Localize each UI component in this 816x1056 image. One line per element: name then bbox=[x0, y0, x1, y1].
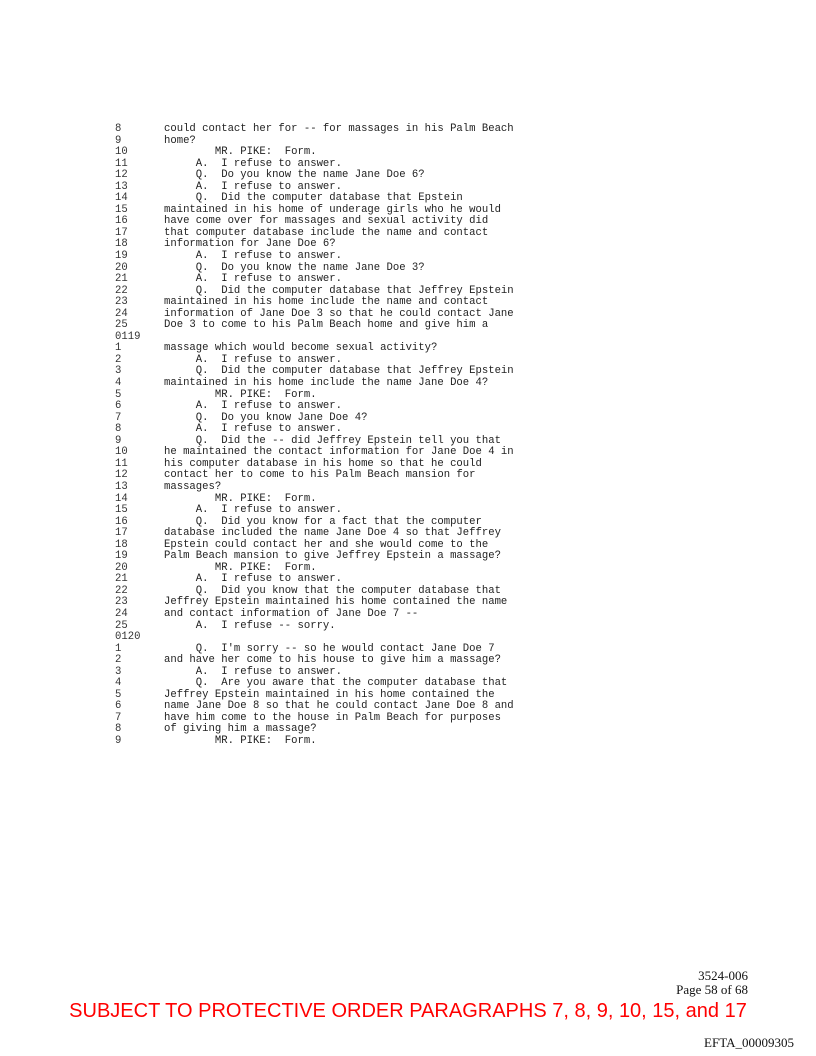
line-number: 11 bbox=[115, 157, 128, 170]
line-text: MR. PIKE: Form. bbox=[164, 146, 317, 159]
transcript-line bbox=[0, 609, 816, 621]
line-text: massage which would become sexual activity? bbox=[164, 342, 438, 355]
line-text: Q. Do you know the name Jane Doe 3? bbox=[164, 261, 425, 274]
line-number: 8 bbox=[115, 723, 122, 736]
line-number: 9 bbox=[115, 434, 122, 447]
line-text: A. I refuse to answer. bbox=[164, 504, 343, 517]
line-text: information for Jane Doe 6? bbox=[164, 238, 336, 251]
transcript-line bbox=[0, 724, 816, 736]
line-number: 0119 bbox=[115, 330, 141, 343]
line-text: Palm Beach mansion to give Jeffrey Epstein a massage? bbox=[164, 550, 501, 563]
line-text: Doe 3 to come to his Palm Beach home and give him a bbox=[164, 319, 489, 332]
transcript-line bbox=[0, 147, 816, 159]
line-text: A. I refuse -- sorry. bbox=[164, 619, 336, 632]
protective-order-notice: SUBJECT TO PROTECTIVE ORDER PARAGRAPHS 7, 8, 9, 10, 15, and 17 bbox=[69, 1000, 747, 1022]
page-number-block bbox=[676, 969, 748, 997]
line-text bbox=[164, 632, 816, 644]
line-number: 19 bbox=[115, 550, 128, 563]
line-number: 17 bbox=[115, 527, 128, 540]
transcript-line bbox=[0, 343, 816, 355]
line-text: information of Jane Doe 3 so that he could contact Jane bbox=[164, 307, 514, 320]
line-number: 4 bbox=[115, 677, 122, 690]
transcript-line bbox=[0, 378, 816, 390]
line-number: 10 bbox=[115, 146, 128, 159]
line-number: 15 bbox=[115, 504, 128, 517]
line-number: 7 bbox=[115, 411, 122, 424]
page-marker-line bbox=[0, 632, 816, 644]
line-text: A. I refuse to answer. bbox=[164, 665, 343, 678]
transcript-line bbox=[0, 713, 816, 725]
transcript-line bbox=[0, 736, 816, 748]
transcript-line bbox=[0, 251, 816, 263]
line-number: 9 bbox=[115, 734, 122, 747]
transcript-line bbox=[0, 274, 816, 286]
line-text: and have her come to his house to give him a massage? bbox=[164, 654, 501, 667]
line-number: 20 bbox=[115, 561, 128, 574]
line-number: 9 bbox=[115, 134, 122, 147]
line-text: Q. Did the computer database that Jeffrey Epstein bbox=[164, 365, 514, 378]
line-text: that computer database include the name and contact bbox=[164, 226, 489, 239]
transcript-line bbox=[0, 528, 816, 540]
line-text: database included the name Jane Doe 4 so that Jeffrey bbox=[164, 527, 501, 540]
line-number: 14 bbox=[115, 492, 128, 505]
line-number: 2 bbox=[115, 353, 122, 366]
line-text: Epstein could contact her and she would come to the bbox=[164, 538, 489, 551]
line-text: Q. Do you know the name Jane Doe 6? bbox=[164, 169, 425, 182]
line-text: Q. Did the -- did Jeffrey Epstein tell you that bbox=[164, 434, 501, 447]
line-number: 16 bbox=[115, 515, 128, 528]
line-number: 6 bbox=[115, 400, 122, 413]
line-number: 12 bbox=[115, 469, 128, 482]
transcript-line bbox=[0, 413, 816, 425]
line-number: 21 bbox=[115, 273, 128, 286]
line-text: MR. PIKE: Form. bbox=[164, 492, 317, 505]
line-text: A. I refuse to answer. bbox=[164, 250, 343, 263]
line-text: A. I refuse to answer. bbox=[164, 180, 343, 193]
line-text: home? bbox=[164, 134, 196, 147]
line-text: MR. PIKE: Form. bbox=[164, 388, 317, 401]
transcript-body bbox=[0, 124, 816, 748]
line-number: 8 bbox=[115, 423, 122, 436]
line-number: 16 bbox=[115, 215, 128, 228]
transcript-line bbox=[0, 170, 816, 182]
line-number: 4 bbox=[115, 377, 122, 390]
line-text: Jeffrey Epstein maintained his home contained the name bbox=[164, 596, 508, 609]
line-text: his computer database in his home so that he could bbox=[164, 457, 482, 470]
line-text: A. I refuse to answer. bbox=[164, 400, 343, 413]
bates-number: EFTA_00009305 bbox=[704, 1035, 794, 1050]
document-code: 3524-006 bbox=[698, 968, 748, 983]
transcript-line bbox=[0, 401, 816, 413]
line-number: 21 bbox=[115, 573, 128, 586]
line-text: could contact her for -- for massages in his Palm Beach bbox=[164, 123, 514, 135]
line-text: MR. PIKE: Form. bbox=[164, 561, 317, 574]
line-text: Q. Do you know Jane Doe 4? bbox=[164, 411, 368, 424]
line-text: Q. I'm sorry -- so he would contact Jane Doe 7 bbox=[164, 642, 495, 655]
line-number: 13 bbox=[115, 180, 128, 193]
line-text: Q. Did the computer database that Jeffrey Epstein bbox=[164, 284, 514, 297]
line-text: Jeffrey Epstein maintained in his home contained the bbox=[164, 688, 495, 701]
line-text: Q. Did you know that the computer database that bbox=[164, 584, 501, 597]
line-text: A. I refuse to answer. bbox=[164, 573, 343, 586]
line-number: 17 bbox=[115, 226, 128, 239]
line-number: 18 bbox=[115, 538, 128, 551]
line-text: Q. Did the computer database that Epstein bbox=[164, 192, 463, 205]
line-number: 14 bbox=[115, 192, 128, 205]
line-text: and contact information of Jane Doe 7 -- bbox=[164, 607, 419, 620]
line-number: 3 bbox=[115, 665, 122, 678]
line-number: 1 bbox=[115, 642, 122, 655]
transcript-line bbox=[0, 390, 816, 402]
line-text: Q. Did you know for a fact that the computer bbox=[164, 515, 482, 528]
line-text: A. I refuse to answer. bbox=[164, 353, 343, 366]
line-text: MR. PIKE: Form. bbox=[164, 734, 317, 747]
line-number: 0120 bbox=[115, 631, 141, 644]
line-text: have come over for massages and sexual activity did bbox=[164, 215, 489, 228]
line-number: 10 bbox=[115, 446, 128, 459]
line-text: A. I refuse to answer. bbox=[164, 423, 343, 436]
line-number: 22 bbox=[115, 584, 128, 597]
line-number: 2 bbox=[115, 654, 122, 667]
line-number: 20 bbox=[115, 261, 128, 274]
line-number: 22 bbox=[115, 284, 128, 297]
line-number: 5 bbox=[115, 388, 122, 401]
line-text: have him come to the house in Palm Beach for purposes bbox=[164, 711, 501, 724]
line-number: 15 bbox=[115, 203, 128, 216]
line-number: 23 bbox=[115, 596, 128, 609]
line-number: 5 bbox=[115, 688, 122, 701]
line-number: 18 bbox=[115, 238, 128, 251]
transcript-line bbox=[0, 505, 816, 517]
line-text: of giving him a massage? bbox=[164, 723, 317, 736]
transcript-line bbox=[0, 655, 816, 667]
line-number: 7 bbox=[115, 711, 122, 724]
line-number: 1 bbox=[115, 342, 122, 355]
page-label: Page 58 of 68 bbox=[676, 982, 748, 997]
line-number: 19 bbox=[115, 250, 128, 263]
line-text: maintained in his home of underage girls who he would bbox=[164, 203, 501, 216]
line-text: maintained in his home include the name and contact bbox=[164, 296, 489, 309]
line-number: 23 bbox=[115, 296, 128, 309]
line-text: maintained in his home include the name Jane Doe 4? bbox=[164, 377, 489, 390]
line-text: name Jane Doe 8 so that he could contact Jane Doe 8 and bbox=[164, 700, 514, 713]
line-text: contact her to come to his Palm Beach mansion for bbox=[164, 469, 476, 482]
line-number: 8 bbox=[115, 123, 122, 135]
line-text: A. I refuse to answer. bbox=[164, 273, 343, 286]
line-number: 25 bbox=[115, 619, 128, 632]
line-number: 24 bbox=[115, 307, 128, 320]
line-number: 24 bbox=[115, 607, 128, 620]
line-text: massages? bbox=[164, 480, 222, 493]
line-number: 13 bbox=[115, 480, 128, 493]
line-number: 6 bbox=[115, 700, 122, 713]
line-text: Q. Are you aware that the computer database that bbox=[164, 677, 508, 690]
transcript-line bbox=[0, 482, 816, 494]
line-number: 3 bbox=[115, 365, 122, 378]
line-text: he maintained the contact information for Jane Doe 4 in bbox=[164, 446, 514, 459]
transcript-line bbox=[0, 124, 816, 136]
line-text: A. I refuse to answer. bbox=[164, 157, 343, 170]
line-number: 12 bbox=[115, 169, 128, 182]
line-number: 25 bbox=[115, 319, 128, 332]
line-number: 11 bbox=[115, 457, 128, 470]
